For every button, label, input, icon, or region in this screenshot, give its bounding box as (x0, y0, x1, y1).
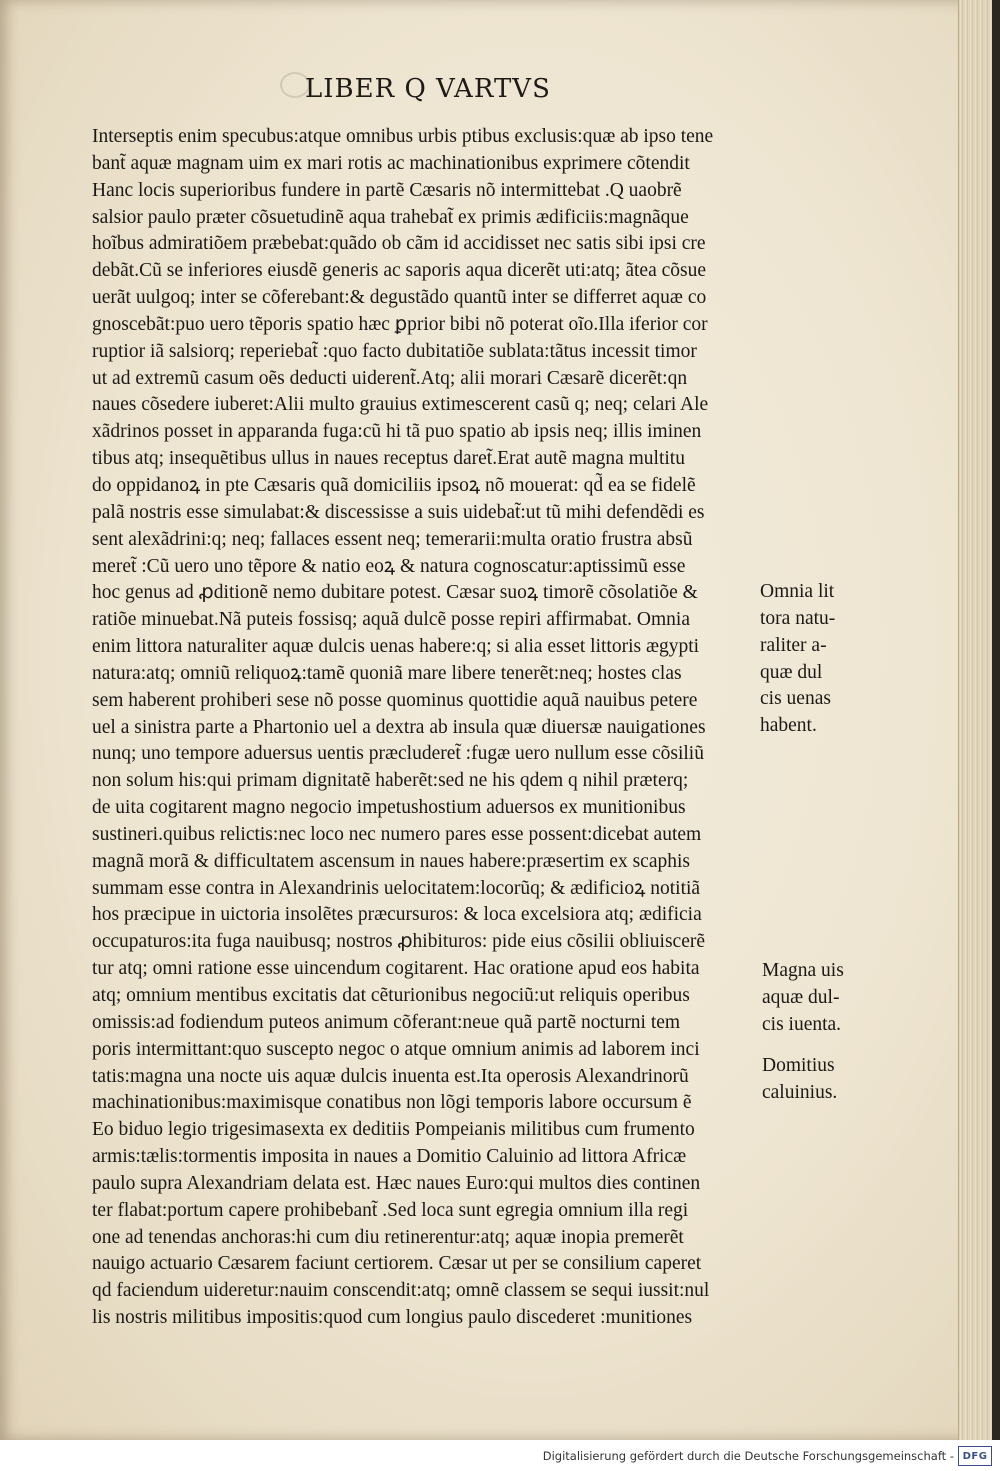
body-line: debãt.Cũ se inferiores eiusdẽ generis ac saporis aqua dicerẽt uti:atq; ãtea cõsue (92, 260, 707, 282)
body-line: nauigo actuario Cæsarem faciunt certiorem. Cæsar ut per se consilium caperet (92, 1253, 702, 1275)
marginal-note-line: aquæ dul- (762, 986, 840, 1008)
marginal-note-magna (762, 958, 862, 1039)
body-line: tatis:magna una nocte uis aquæ dulcis inuenta est.Ita operosis Alexandrinorũ (92, 1065, 689, 1087)
body-line: palã nostris esse simulabat:& discessisse a suis uidebat̃:ut tũ mihi defendẽdi es (92, 501, 705, 523)
body-line: one ad tenendas anchoras:hi cum diu retinerentur:atq; aquæ inopia premerẽt (92, 1226, 684, 1248)
body-line: de uita cogitarent magno negocio impetushostium aduersos ex munitionibus (92, 797, 686, 819)
marginal-note-line: cis uenas (760, 688, 831, 710)
body-line: hoĩbus admiratiõem præbebat:quãdo ob cãm id accidisset nec satis sibi ipsi cre (92, 233, 706, 255)
body-line: meret̃ :Cũ uero uno tẽpore & natio eoꝝ & natura cognoscatur:aptissimũ esse (92, 555, 686, 577)
page-edges (958, 0, 993, 1440)
body-line: hoc genus ad ꝓditionẽ nemo dubitare potest. Cæsar suoꝝ timorẽ cõsolatiõe & (92, 582, 698, 604)
marginal-note-line: caluinius. (762, 1081, 838, 1103)
dfg-logo: DFG (958, 1446, 992, 1466)
body-line: salsior paulo præter cõsuetudinẽ aqua trahebat̃ ex primis ædificiis:magnãque (92, 206, 689, 228)
marginal-note-line: raliter a- (760, 634, 827, 656)
body-line: qd faciendum uideretur:nauim conscendit:atq; omnẽ classem se sequi iussit:nul (92, 1280, 710, 1302)
body-line: do oppidanoꝝ in pte Cæsaris quã domiciliis ipsoꝝ nõ mouerat: qd̃ ea se fidelẽ (92, 474, 696, 496)
body-line: magnã morã & difficultatem ascensum in naues habere:præsertim ex scaphis (92, 850, 690, 872)
body-line: occupaturos:ita fuga nauibusq; nostros ꝓhibituros: pide eius cõsilii obliuiscerẽ (92, 931, 705, 953)
body-line: sent alexãdrini:q; neq; fallaces essent neq; temerarii:multa oratio frustra absũ (92, 528, 693, 550)
footer-credit: Digitalisierung gefördert durch die Deutsche Forschungsgemeinschaft - (542, 1449, 954, 1463)
body-line: enim littora naturaliter aquæ dulcis uenas habere:q; si alia esset littoris ægypti (92, 636, 700, 658)
show-through-ghost-margin (836, 130, 842, 157)
body-line: machinationibus:maximisque conatibus non lõgi temporis labore occursum ẽ (92, 1092, 692, 1114)
body-line: ut ad extremũ casum oẽs deducti uiderent̃.Atq; alii morari Cæsarẽ dicerẽt:qn (92, 367, 688, 389)
marginal-note-line: Omnia lit (760, 581, 835, 602)
body-line: Interseptis enim specubus:atque omnibus urbis ptibus exclusis:quæ ab ipso tene (92, 126, 714, 147)
body-line: hos præcipue in uictoria insolẽtes præcursuros: & loca excelsiora atq; ædificia (92, 904, 702, 926)
body-line: nunq; uno tempore aduersus uentis præcluderet̃ :fugæ uero nullum esse cõsiliũ (92, 743, 704, 765)
body-line: atq; omnium mentibus excitatis dat cẽturionibus negociũ:ut reliquis operibus (92, 985, 690, 1006)
body-line: Eo biduo legio trigesimasexta ex deditiis Pompeianis militibus cum frumento (92, 1119, 695, 1141)
body-line: tibus atq; insequẽtibus ullus in naues receptus daret̃.Erat autẽ magna multitu (92, 448, 685, 470)
body-line: lis nostris militibus impositis:quod cum longius paulo discederet :munitiones (92, 1307, 693, 1329)
body-line: ter flabat:portum capere prohibebant̃ .Sed loca sunt egregia omnium illa regi (92, 1199, 689, 1221)
body-line: uerãt uulgoq; inter se cõferebant:& degustãdo quantũ inter se differret aquæ co (92, 287, 707, 309)
body-line: armis:tælis:tormentis imposita in naues a Domitio Caluinio ad littora Africæ (92, 1146, 687, 1168)
marginal-note-line: cis iuenta. (762, 1013, 842, 1035)
body-line: bant̃ aquæ magnam uim ex mari rotis ac machinationibus exprimere cõtendit (92, 152, 690, 174)
body-line: xãdrinos posset in apparanda fuga:cũ hi tã puo spatio ab ipsis neq; illis iminen (92, 421, 702, 443)
marginal-note-line: Magna uis (762, 960, 844, 981)
marginal-note-line: quæ dul (760, 661, 823, 683)
body-line: sustineri.quibus relictis:nec loco nec numero pares esse possent:dicebat autem (92, 823, 702, 845)
background-shadow (992, 0, 1000, 1440)
body-line: tur atq; omni ratione esse uincendum cogitarent. Hac oratione apud eos habita (92, 958, 700, 980)
body-line: natura:atq; omniũ reliquoꝝ:tamẽ quoniã mare libere tenerẽt:neq; hostes clas (92, 662, 682, 684)
marginal-note-line: habent. (760, 715, 817, 737)
show-through-ghost-text (560, 66, 572, 99)
body-line: uel a sinistra parte a Phartonio uel a dextra ab insula quæ diuersæ nauigationes (92, 716, 706, 738)
marginal-note-line: tora natu- (760, 607, 836, 629)
running-head: LIBER Q VARTVS (305, 74, 551, 104)
body-line: non solum his:qui primam dignitatẽ haberẽt:sed ne his qdem q nihil præterq; (92, 770, 689, 792)
body-line: Hanc locis superioribus fundere in partẽ Cæsaris nõ intermittebat .Q uaobrẽ (92, 179, 682, 201)
body-line: ratiõe minuebat.Nã puteis fossisq; aquã dulcẽ posse repiri affirmabat. Omnia (92, 609, 691, 631)
body-line: ruptior iã salsiorq; reperiebat̃ :quo facto dubitatiõe sublata:tãtus incessit timor (92, 340, 697, 362)
body-text (92, 124, 772, 1332)
body-line: gnoscebãt:puo uero tẽporis spatio hæc ꝑprior bibi nõ poterat oĩo.Illa iferior cor (92, 313, 708, 335)
body-line: naues cõsedere iuberet:Alii multo grauius extimescerent casũ q; neq; celari Ale (92, 394, 709, 416)
marginal-note-omnia (760, 579, 860, 740)
body-line: omissis:ad fodiendum puteos animum cõferant:neue quã partẽ nocturni tem (92, 1011, 681, 1033)
body-line: paulo supra Alexandriam delata est. Hæc naues Euro:qui multos dies continen (92, 1172, 701, 1194)
body-line: sem haberent prohiberi sese nõ posse quominus quottidie aquã nauibus petere (92, 689, 698, 711)
body-line: summam esse contra in Alexandrinis uelocitatem:locorũq; & ædificioꝝ notitiã (92, 877, 701, 899)
marginal-note-domitius (762, 1053, 862, 1107)
marginal-note-line: Domitius (762, 1055, 835, 1076)
body-line: poris intermittant:quo suscepto negoc o atque omnium animis ad laborem inci (92, 1038, 700, 1060)
